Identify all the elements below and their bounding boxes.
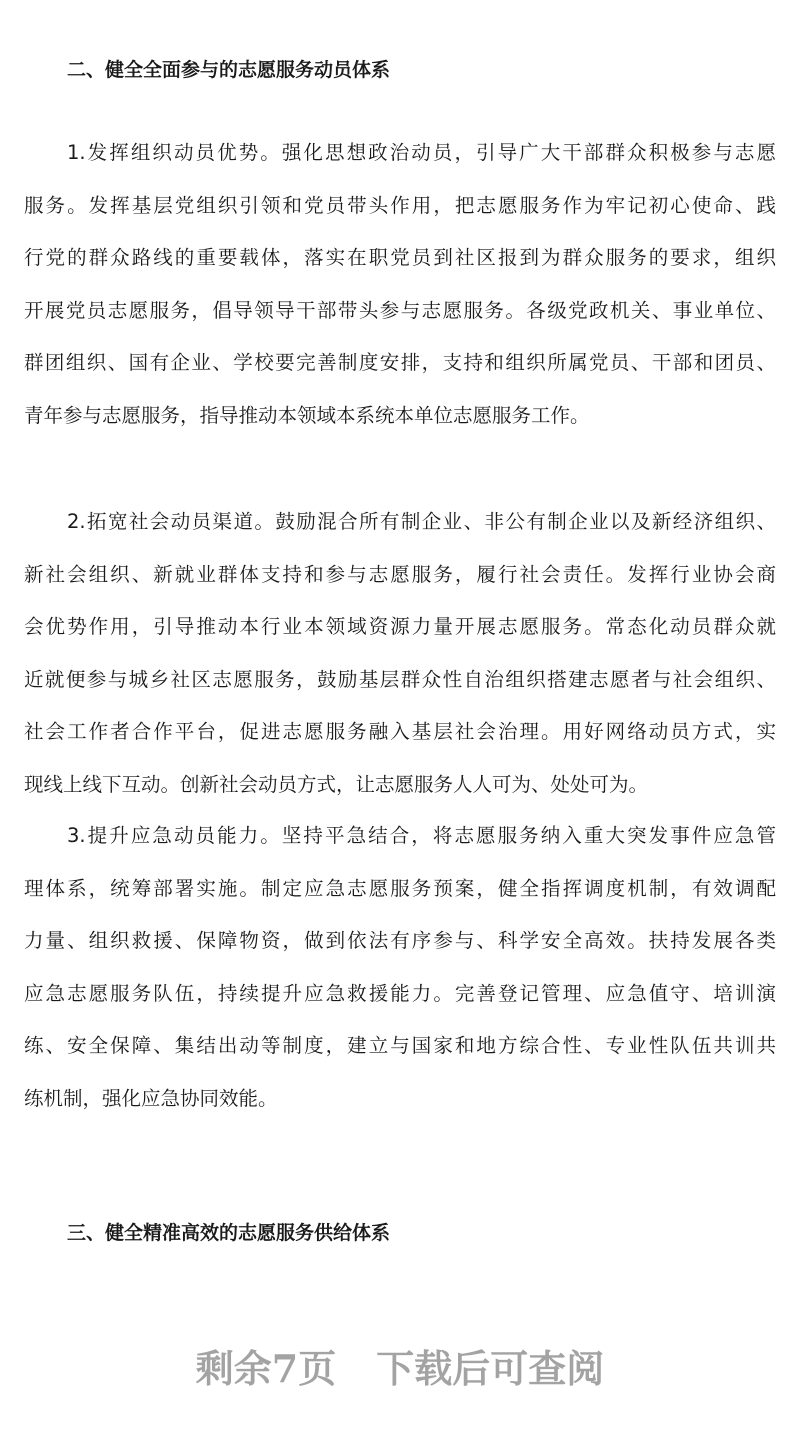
paragraph-line: 理体系，统筹部署实施。制定应急志愿服务预案，健全指挥调度机制，有效调配 — [24, 876, 776, 900]
section-heading-3: 三、健全精准高效的志愿服务供给体系 — [67, 1222, 391, 1244]
paragraph-line: 3.提升应急动员能力。坚持平急结合，将志愿服务纳入重大突发事件应急管 — [67, 824, 776, 847]
paragraph-line: 会优势作用，引导推动本行业本领域资源力量开展志愿服务。常态化动员群众就 — [24, 615, 776, 639]
paragraph-line: 开展党员志愿服务，倡导领导干部带头参与志愿服务。各级党政机关、事业单位、 — [24, 298, 776, 322]
paragraph-line: 新社会组织、新就业群体支持和参与志愿服务，履行社会责任。发挥行业协会商 — [24, 562, 776, 586]
paragraph-1 — [24, 127, 776, 443]
paragraph-line: 练、安全保障、集结出动等制度，建立与国家和地方综合性、专业性队伍共训共 — [24, 1034, 776, 1058]
paragraph-line: 现线上线下互动。创新社会动员方式，让志愿服务人人可为、处处可为。 — [24, 772, 649, 796]
paragraph-line: 练机制，强化应急协同效能。 — [24, 1086, 278, 1110]
download-prompt[interactable] — [0, 1338, 800, 1393]
section-heading-2: 二、健全全面参与的志愿服务动员体系 — [67, 59, 391, 81]
paragraph-3 — [24, 810, 776, 1126]
download-to-read-label: 下载后可查阅 — [376, 1346, 605, 1391]
paragraph-line: 服务。发挥基层党组织引领和党员带头作用，把志愿服务作为牢记初心使命、践 — [24, 193, 776, 217]
paragraph-line: 应急志愿服务队伍，持续提升应急救援能力。完善登记管理、应急值守、培训演 — [24, 981, 776, 1005]
remaining-pages-label: 剩余7页 — [195, 1346, 337, 1391]
paragraph-line: 群团组织、国有企业、学校要完善制度安排，支持和组织所属党员、干部和团员、 — [24, 351, 776, 375]
paragraph-line: 1.发挥组织动员优势。强化思想政治动员，引导广大干部群众积极参与志愿 — [67, 141, 776, 164]
paragraph-2 — [24, 496, 776, 812]
paragraph-line: 青年参与志愿服务，指导推动本领域本系统本单位志愿服务工作。 — [24, 403, 590, 427]
paragraph-line: 2.拓宽社会动员渠道。鼓励混合所有制企业、非公有制企业以及新经济组织、 — [67, 510, 776, 533]
paragraph-line: 行党的群众路线的重要载体，落实在职党员到社区报到为群众服务的要求，组织 — [24, 246, 776, 270]
paragraph-line: 社会工作者合作平台，促进志愿服务融入基层社会治理。用好网络动员方式，实 — [24, 720, 776, 744]
paragraph-line: 近就便参与城乡社区志愿服务，鼓励基层群众性自治组织搭建志愿者与社会组织、 — [24, 667, 776, 691]
paragraph-line: 力量、组织救援、保障物资，做到依法有序参与、科学安全高效。扶持发展各类 — [24, 929, 776, 953]
